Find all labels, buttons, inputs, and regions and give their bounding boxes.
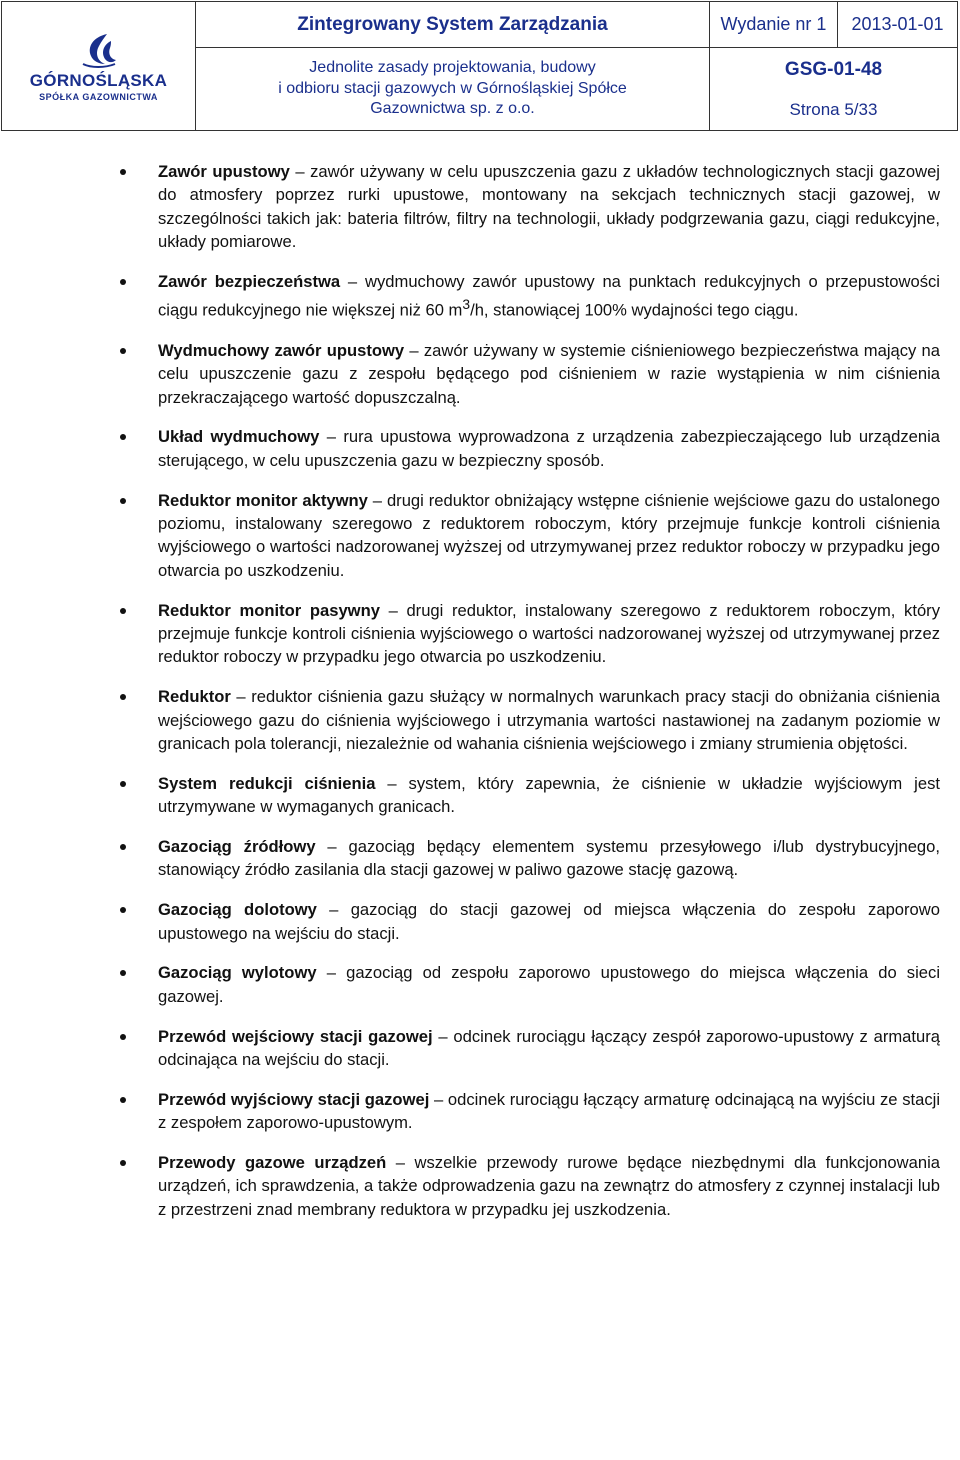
bullet-icon bbox=[120, 434, 126, 440]
definition-item: Wydmuchowy zawór upustowy – zawór używany w systemie ciśnieniowego bezpieczeństwa mający na celu upuszczenie gazu z zespołu będącego pod ciśnieniem w razie wystąpienia w nim ciśnienia przekraczającego wartość dopuszczalną. bbox=[120, 339, 940, 409]
definition-term: Wydmuchowy zawór upustowy bbox=[158, 340, 405, 360]
bullet-icon bbox=[120, 279, 126, 285]
page-number: Strona 5/33 bbox=[789, 99, 878, 119]
logo-name: GÓRNOŚLĄSKA bbox=[29, 70, 168, 90]
definition-term: Układ wydmuchowy bbox=[158, 427, 320, 447]
edition-label: Wydanie nr 1 bbox=[710, 2, 838, 48]
definition-item: Przewód wyjściowy stacji gazowej – odcinek rurociągu łączący armaturę odcinającą na wyjściu ze stacji z zespołem zaporowo-upustowym. bbox=[120, 1088, 940, 1135]
definition-text: zawór używany w celu upuszczenia gazu z układów technologicznych stacji gazowej do atmosfery poprzez rurki upustowe, montowany na sekcjach technicznych stacji gazowej, w szczególności takich jak: bateria filtrów, filtry na technologii, układy podgrzewania gazu, ciągi redukcyjne, układy pomiarowe. bbox=[158, 162, 940, 252]
definition-text: wydmuchowy zawór upustowy na punktach redukcyjnych o przepustowości ciągu redukcyjnego nie większej niż 60 m bbox=[158, 272, 940, 320]
definition-term: System redukcji ciśnienia bbox=[158, 773, 376, 793]
bullet-icon bbox=[120, 1097, 126, 1103]
definition-text: gazociąg do stacji gazowej od miejsca włączenia do zespołu zaporowo upustowego na wejściu do stacji. bbox=[158, 900, 941, 943]
definition-item: Gazociąg dolotowy – gazociąg do stacji gazowej od miejsca włączenia do zespołu zaporowo upustowego na wejściu do stacji. bbox=[120, 898, 940, 945]
definition-item: Zawór bezpieczeństwa – wydmuchowy zawór upustowy na punktach redukcyjnych o przepustowości ciągu redukcyjnego nie większej niż 60 $m^3/h$, stanowiącej 100% wydajności tego ciągu. bbox=[120, 270, 940, 322]
document-code: GSG-01-48 bbox=[784, 58, 883, 80]
superscript: 3 bbox=[462, 296, 471, 313]
definition-text: odcinek rurociągu łączący armaturę odcinającą na wyjściu ze stacji z zespołem zaporowo-upustowym. bbox=[158, 1089, 941, 1133]
definition-term: Gazociąg dolotowy bbox=[158, 900, 317, 920]
definition-text: odcinek rurociągu łączący zespół zaporowo-upustowy z armaturą odcinająca na wejściu do stacji. bbox=[158, 1026, 941, 1070]
bullet-icon bbox=[120, 844, 126, 850]
bullet-icon bbox=[120, 608, 126, 614]
definition-item: Reduktor monitor aktywny – drugi reduktor obniżający wstępne ciśnienie wejściowe gazu do ustalonego poziomu, instalowany szeregowo z reduktorem roboczym, który przejmuje funkcje kontroli ciśnienia wyjściowego o wartości nadzorowanej wyższej od utrzymywanej przez reduktor roboczy w przypadku jego otwarcia po uszkodzeniu. bbox=[120, 489, 940, 583]
bullet-icon bbox=[120, 907, 126, 913]
document-header bbox=[1, 1, 958, 131]
scope-line: Jednolite zasady projektowania, budowy bbox=[309, 59, 596, 77]
definition-term: Gazociąg źródłowy bbox=[158, 837, 316, 856]
definition-text: gazociąg od zespołu zaporowo upustowego do miejsca włączenia do sieci gazowej. bbox=[158, 963, 941, 1006]
system-title: Zintegrowany System Zarządzania bbox=[196, 2, 710, 48]
definition-text: system, który zapewnia, że ciśnienie w układzie wyjściowym jest utrzymywane w wymaganych granicach. bbox=[158, 773, 940, 817]
definition-term: Zawór bezpieczeństwa bbox=[158, 272, 341, 292]
code-cell bbox=[710, 48, 958, 131]
definitions-list bbox=[120, 160, 940, 1238]
definition-text: drugi reduktor, instalowany szeregowo z reduktorem roboczym, który przejmuje funkcje kontroli ciśnienia wyjściowego o wartości nadzorowanej wyższej od utrzymywanej przez reduktor roboczy w przypadku jego otwarcia po uszkodzeniu. bbox=[158, 600, 941, 667]
definition-item: Gazociąg wylotowy – gazociąg od zespołu zaporowo upustowego do miejsca włączenia do sieci gazowej. bbox=[120, 961, 940, 1008]
definition-item: Gazociąg źródłowy – gazociąg będący elementem systemu przesyłowego i/lub dystrybucyjnego, stanowiący źródło zasilania dla stacji gazowej w paliwo gazowe stację gazową. bbox=[120, 835, 940, 882]
definition-item: Przewody gazowe urządzeń – wszelkie przewody rurowe będące niezbędnymi dla funkcjonowania urządzeń, ich sprawdzenia, a także odprowadzenia gazu na zewnątrz do atmosfery z czynnej instalacji lub z przestrzeni znad membrany reduktora w przypadku jej uszkodzenia. bbox=[120, 1151, 940, 1221]
definition-text: zawór używany w systemie ciśnieniowego bezpieczeństwa mający na celu upuszczenie gazu z zespołu będącego pod ciśnieniem w razie wystąpienia w nim ciśnienia przekraczającego wartość dopuszczalną. bbox=[158, 340, 941, 407]
scope-line: i odbioru stacji gazowych w Górnośląskiej Spółce bbox=[278, 79, 627, 97]
flame-logo-icon bbox=[77, 31, 121, 69]
document-scope bbox=[196, 48, 710, 131]
definition-term: Reduktor monitor pasywny bbox=[158, 600, 380, 620]
bullet-icon bbox=[120, 781, 126, 787]
definition-term: Przewody gazowe urządzeń bbox=[158, 1153, 387, 1173]
company-logo bbox=[2, 2, 195, 130]
definition-item: Zawór upustowy – zawór używany w celu upuszczenia gazu z układów technologicznych stacji gazowej do atmosfery poprzez rurki upustowe, montowany na sekcjach technicznych stacji gazowej, w szczególności takich jak: bateria filtrów, filtry na technologii, układy podgrzewania gazu, ciągi redukcyjne, układy pomiarowe. bbox=[120, 160, 940, 254]
definition-text: rura upustowa wyprowadzona z urządzenia zabezpieczającego lub urządzenia sterującego, w celu upuszczenia gazu w bezpieczny sposób. bbox=[158, 427, 940, 470]
bullet-icon bbox=[120, 694, 126, 700]
definition-term: Reduktor monitor aktywny bbox=[158, 490, 368, 510]
definition-term: Zawór upustowy bbox=[158, 162, 290, 181]
bullet-icon bbox=[120, 970, 126, 976]
definition-item: Reduktor monitor pasywny – drugi reduktor, instalowany szeregowo z reduktorem roboczym, który przejmuje funkcje kontroli ciśnienia wyjściowego o wartości nadzorowanej wyższej od utrzymywanej przez reduktor roboczy w przypadku jego otwarcia po uszkodzeniu. bbox=[120, 599, 940, 669]
definition-term: Przewód wejściowy stacji gazowej bbox=[158, 1026, 433, 1046]
bullet-icon bbox=[120, 1160, 126, 1166]
bullet-icon bbox=[120, 1034, 126, 1040]
definition-item: System redukcji ciśnienia – system, który zapewnia, że ciśnienie w układzie wyjściowym jest utrzymywane w wymaganych granicach. bbox=[120, 772, 940, 819]
definition-term: Reduktor bbox=[158, 687, 231, 707]
definition-text: drugi reduktor obniżający wstępne ciśnienie wejściowe gazu do ustalonego poziomu, instalowany szeregowo z reduktorem roboczym, który przejmuje funkcje kontroli ciśnienia wyjściowego o wartości nadzorowanej wyższej od utrzymywanej przez reduktor roboczy w przypadku jego otwarcia po uszkodzeniu. bbox=[158, 490, 940, 580]
definition-item: Układ wydmuchowy – rura upustowa wyprowadzona z urządzenia zabezpieczającego lub urządzenia sterującego, w celu upuszczenia gazu w bezpieczny sposób. bbox=[120, 425, 940, 472]
logo-cell bbox=[2, 2, 196, 131]
bullet-icon bbox=[120, 498, 126, 504]
scope-line: Gazownictwa sp. z o.o. bbox=[370, 100, 535, 118]
definition-text: gazociąg będący elementem systemu przesyłowego i/lub dystrybucyjnego, stanowiący źródło zasilania dla stacji gazowej w paliwo gazowe stację gazową. bbox=[158, 837, 940, 880]
logo-subtitle: SPÓŁKA GAZOWNICTWA bbox=[39, 91, 158, 102]
definition-text: wszelkie przewody rurowe będące niezbędnymi dla funkcjonowania urządzeń, ich sprawdzenia, a także odprowadzenia gazu na zewnątrz do atmosfery z czynnej instalacji lub z przestrzeni znad membrany reduktora w przypadku jej uszkodzenia. bbox=[158, 1153, 940, 1219]
bullet-icon bbox=[120, 348, 126, 354]
definition-item: Reduktor – reduktor ciśnienia gazu służący w normalnych warunkach pracy stacji do obniżania ciśnienia wejściowego gazu do ciśnienia wyjściowego i utrzymania wartości nastawionej na zadanym poziomie w granicach pola tolerancji, niezależnie od wahania ciśnienia wejściowego i zmiany strumienia objętości. bbox=[120, 685, 940, 755]
definition-text: /h, stanowiącej 100% wydajności tego ciągu. bbox=[470, 300, 799, 320]
bullet-icon bbox=[120, 169, 126, 175]
issue-date: 2013-01-01 bbox=[838, 2, 958, 48]
definition-term: Gazociąg wylotowy bbox=[158, 963, 317, 983]
definition-term: Przewód wyjściowy stacji gazowej bbox=[158, 1089, 430, 1109]
definition-text: reduktor ciśnienia gazu służący w normalnych warunkach pracy stacji do obniżania ciśnienia wejściowego gazu do ciśnienia wyjściowego i utrzymania wartości nastawionej na zadanym poziomie w granicach pola tolerancji, niezależnie od wahania ciśnienia wejściowego i zmiany strumienia objętości. bbox=[158, 687, 941, 753]
definition-item: Przewód wejściowy stacji gazowej – odcinek rurociągu łączący zespół zaporowo-upustowy z armaturą odcinająca na wejściu do stacji. bbox=[120, 1025, 940, 1072]
